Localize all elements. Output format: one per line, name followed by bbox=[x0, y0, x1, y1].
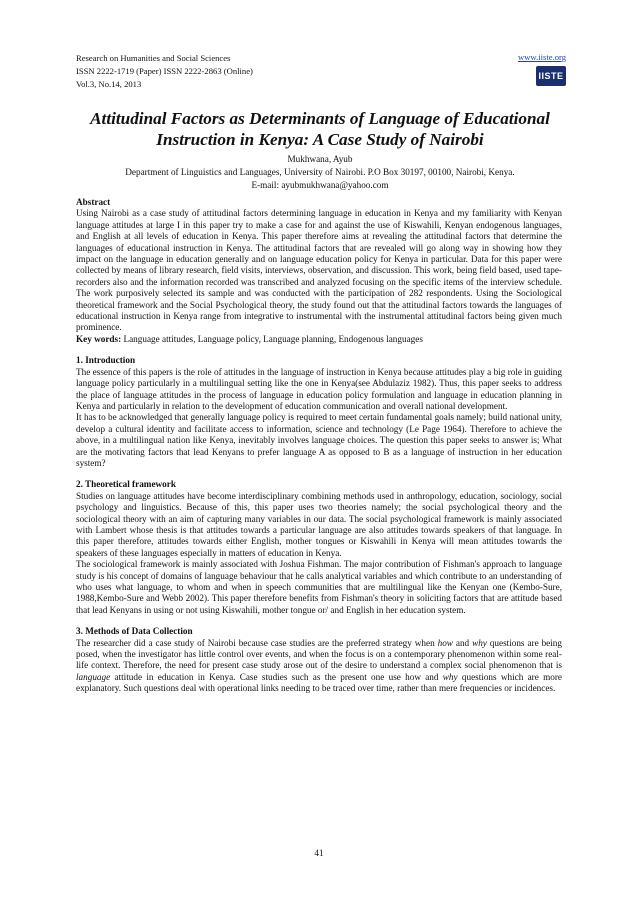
abstract-text: Using Nairobi as a case study of attitudinal factors determining language in education in Kenya and my familiarity with Kenyan language attitudes at large I in this paper try to make a case for and against the use of Kiswahili, Kenyan endogenous languages, and English at all levels of education in Kenya. This paper therefore aims at revealing the attitudinal factors that determine the languages of educational instruction in Kenya. The attitudinal factors that are revealed will go along way in showing how they impact on the language in education generally and on language education policy for Kenya in particular. Data for this paper were collected by means of library research, field visits, interviews, observation, and discussion. This work, being field based, used tape-recorders also and the information recorded was transcribed and analyzed focusing on the specific items of the interview schedule. The work purposively selected its sample and was conducted with the participation of 282 respondents. Using the Sociological theoretical framework and the Social Psychological theory, the study found out that the attitudinal factors towards the languages of educational instruction in Kenya range from integrative to instrumental with the instrumental attitudinal factors being given much prominence. bbox=[76, 208, 562, 333]
keywords-line bbox=[76, 334, 562, 345]
author-email: E-mail: ayubmukhwana@yahoo.com bbox=[251, 180, 389, 190]
iiste-logo bbox=[536, 66, 566, 86]
abstract-heading: Abstract bbox=[76, 197, 111, 207]
text-run: questions are being posed, when the investigator has little control over events, and when the focus is on a contemporary phenomenon within some real-life context. Therefore, the need for present case study arose out of the desire to understand a complex social phenomenon that is bbox=[76, 637, 562, 671]
section-heading-theoretical-framework: 2. Theoretical framework bbox=[76, 479, 176, 490]
paragraph: The essence of this papers is the role of attitudes in the language of instruction in Kenya because attitudes play a big role in guiding language policy particularly in a multilingual setting like the one in Kenya(see Abdulaziz 1982). Thus, this paper seeks to address the place of language attitudes in the process of language in education policy formulation and language in education planning in Kenya and particularly in relation to the development of education communication and overall national development. bbox=[76, 366, 562, 411]
italic-why: why bbox=[442, 671, 458, 682]
paragraph: The sociological framework is mainly associated with Joshua Fishman. The major contribution of Fishman's approach to language study is his concept of domains of language behaviour that he calls analytical variables and which contribute to an understanding of who uses what language, to whom and when in speech communities that are multilingual like the Kenyan one (Kembo-Sure, 1988,Kembo-Sure and Webb 2002). This paper therefore benefits from Fishman's theory in soliciting factors that are attitude based that lead Kenyans in using or not using Kiswahili, mother tongue or/ and English in her education system. bbox=[76, 559, 562, 615]
section-heading-introduction: 1. Introduction bbox=[76, 355, 136, 366]
keywords-text: Language attitudes, Language policy, Language planning, Endogenous languages bbox=[121, 333, 423, 344]
logo-text: IISTE bbox=[538, 71, 564, 81]
keywords-label: Key words: bbox=[76, 333, 122, 344]
paper-title: Attitudinal Factors as Determinants of Language of Educational Instruction in Kenya: A Case Study of Nairobi bbox=[90, 109, 550, 149]
paper-body bbox=[76, 197, 562, 695]
italic-language: language bbox=[76, 671, 111, 682]
author-block bbox=[70, 153, 570, 192]
section-heading-methods: 3. Methods of Data Collection bbox=[76, 626, 193, 637]
journal-url-link[interactable]: www.iiste.org bbox=[518, 52, 566, 62]
text-run: and bbox=[452, 637, 473, 648]
journal-header bbox=[76, 52, 253, 91]
text-run: questions which are more explanatory. Such questions deal with operational links needing to be traced over time, rather than mere frequencies or incidences. bbox=[76, 671, 562, 694]
journal-issn: ISSN 2222-1719 (Paper) ISSN 2222-2863 (Online) bbox=[76, 66, 253, 76]
paragraph: Studies on language attitudes have become interdisciplinary combining methods used in anthropology, education, sociology, social psychology and linguistics. Because of this, this paper uses two theories namely; the social psychological theory and the sociological theory with an aim of capturing many variables in our data. The social psychological framework is mainly associated with Lambert whose thesis is that attitudes towards a particular language are also attitudes towards speakers of that language. In this paper therefore, attitudes towards either English, mother tongues or Kiswahili in Kenya will mean attitudes towards the speakers of these languages especially in matters of education in Kenya. bbox=[76, 490, 562, 558]
author-affiliation: Department of Linguistics and Languages, University of Nairobi. P.O Box 30197, 00100, Nairobi, Kenya. bbox=[125, 167, 515, 177]
text-run: attitude in education in Kenya. Case studies such as the present one use how and bbox=[110, 671, 443, 682]
page-number: 41 bbox=[314, 848, 324, 858]
text-run: The researcher did a case study of Nairobi because case studies are the preferred strategy when bbox=[76, 637, 438, 648]
italic-why: why bbox=[472, 637, 487, 648]
paragraph bbox=[76, 638, 562, 695]
author-name: Mukhwana, Ayub bbox=[287, 154, 353, 164]
paragraph: It has to be acknowledged that generally language policy is required to meet certain fundamental goals namely; build national unity, develop a cultural identity and facilitate access to information, science and technology (Le Page 1964). Therefore to achieve the above, in a multilingual nation like Kenya, inevitably involves language choices. The question this paper seeks to answer is; What are the motivating factors that lead Kenyans to prefer language A as opposed to B as a language of instruction in her education system? bbox=[76, 412, 562, 468]
italic-how: how bbox=[437, 637, 453, 648]
journal-volume: Vol.3, No.14, 2013 bbox=[76, 79, 142, 89]
journal-name: Research on Humanities and Social Sciences bbox=[76, 53, 231, 63]
